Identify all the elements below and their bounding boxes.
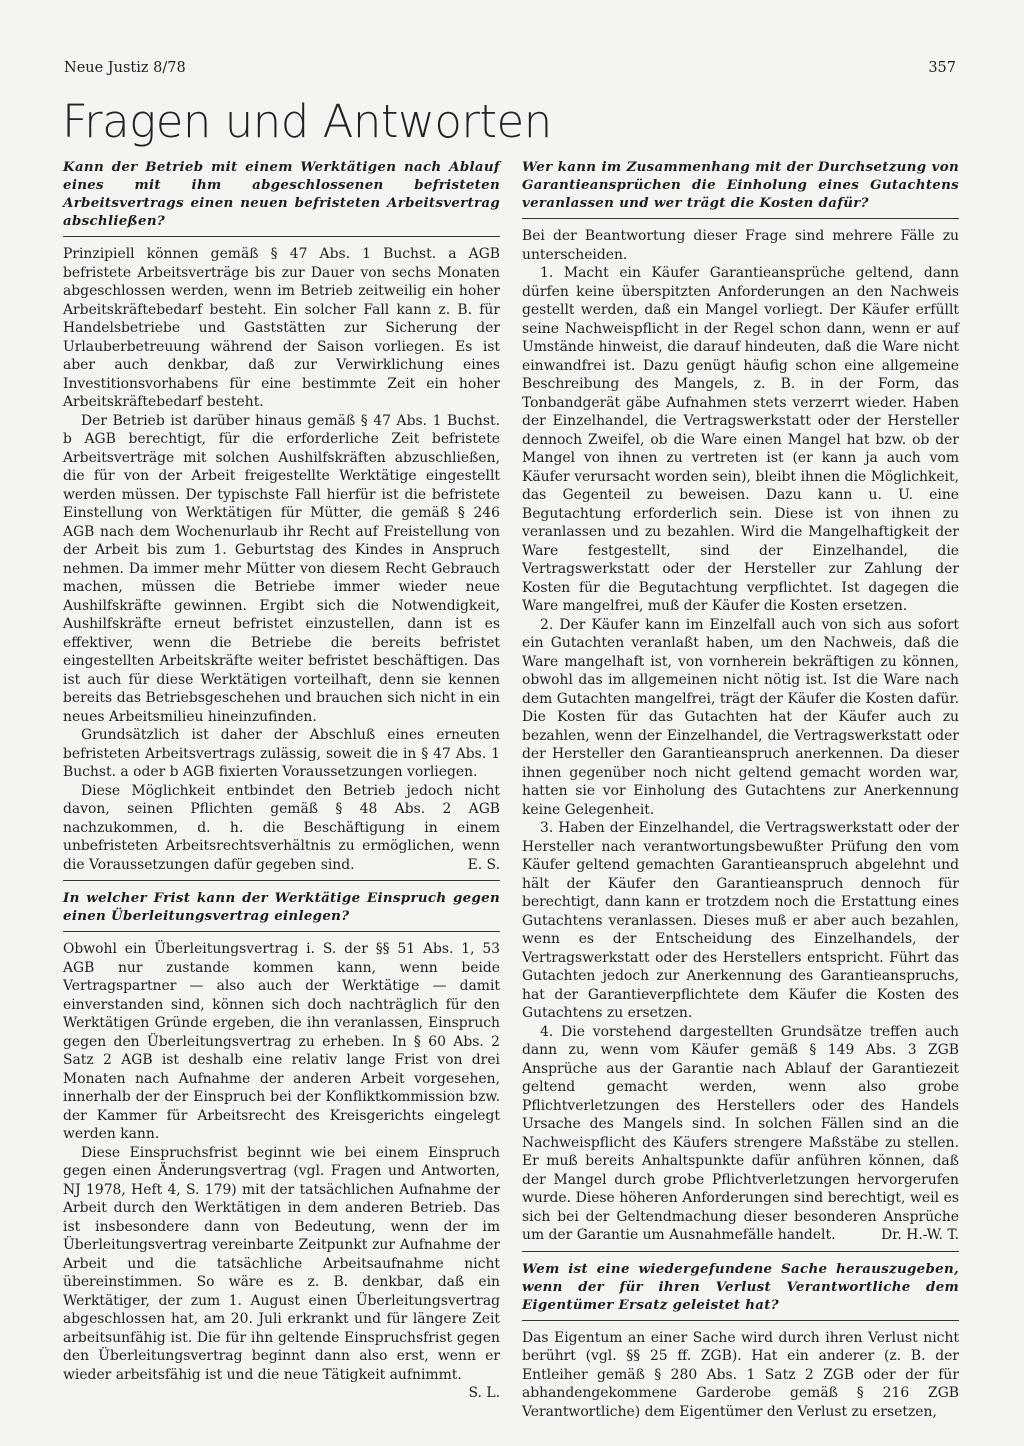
divider xyxy=(63,931,500,932)
running-header-journal: Neue Justiz 8/78 xyxy=(64,60,186,76)
paragraph: 3. Haben der Einzelhandel, die Vertragswerkstatt oder der Hersteller nach verantwortungsbewußter Prüfung den vom Käufer geltend gemachten Garantieanspruch abgelehnt und hält der Käufer den Garantieanspruch dennoch für berechtigt, dann kann er trotzdem noch die Erstattung eines Gutachtens veranlassen. Dieses muß er aber auch bezahlen, wenn es der Entscheidung des Einzelhandels, der Vertragswerkstatt oder des Herstellers entspricht. Führt das Gutachten jedoch zur Anerkennung des Garantieanspruchs, hat der Garantieverpflichtete dem Käufer die Kosten des Gutachtens zu ersetzen. xyxy=(522,820,959,1021)
divider xyxy=(63,236,500,237)
answer-block xyxy=(522,1329,959,1422)
paragraph: 4. Die vorstehend dargestellten Grundsätze treffen auch dann zu, wenn vom Käufer gemäß § 149 Abs. 3 ZGB Ansprüche aus der Garantie nach Ablauf der Garantiezeit geltend gemacht werden, wenn also grobe Pflichtverletzungen des Herstellers oder des Handels Ursache des Mangels sind. In solchen Fällen sind an die Nachweispflicht des Käufers strengere Maßstäbe zu stellen. Er muß bereits Anhaltspunkte dafür anführen können, daß der Mangel durch grobe Pflichtverletzungen hervorgerufen wurde. Diese höheren Anforderungen sind berechtigt, weil es sich bei der Geltendmachung dieser besonderen Ansprüche um der Garantie um Ausnahmefälle handelt. Dr. H.-W. T. xyxy=(522,1023,959,1243)
author-signature: S. L. xyxy=(468,1385,500,1401)
question-heading: Kann der Betrieb mit einem Werktätigen nach Ablauf eines mit ihm abgeschlossenen befristeten Arbeitsvertrags einen neuen befristeten Arbeitsvertrag abschließen? xyxy=(63,159,500,229)
author-signature: E. S. xyxy=(467,856,500,873)
paragraph: Das Eigentum an einer Sache wird durch ihren Verlust nicht berührt (vgl. §§ 25 ff. ZGB). Hat ein anderer (z. B. der Entleiher gemäß § 280 Abs. 1 Satz 2 ZGB oder der für abhandengekommene Garderobe gemäß § 216 ZGB Verantwortliche) dem Eigentümer den Verlust zu ersetzen, xyxy=(522,1329,959,1420)
divider xyxy=(522,1320,959,1321)
paragraph: Diese Einspruchsfrist beginnt wie bei einem Einspruch gegen einen Änderungsvertrag (vgl. Fragen und Antworten, NJ 1978, Heft 4, S. 179) mit der tatsächlichen Aufnahme der Arbeit durch den Werktätigen in dem anderen Betrieb. Das ist insbesondere dann von Bedeutung, wenn der im Überleitungsvertrag vereinbarte Zeitpunkt zur Aufnahme der Arbeit und die tatsächliche Arbeitsaufnahme nicht übereinstimmen. So wäre es z. B. denkbar, daß ein Werktätiger, der zum 1. August einen Überleitungsvertrag abgeschlossen hat, am 20. Juli erkrankt und für längere Zeit arbeitsunfähig ist. Die für ihn geltende Einspruchsfrist gegen den Überleitungsvertrag beginnt dann also erst, wenn er wieder arbeitsfähig ist und die neue Tätigkeit aufnimmt. S. L. xyxy=(63,1144,500,1401)
divider xyxy=(63,880,500,881)
paragraph: Prinzipiell können gemäß § 47 Abs. 1 Buchst. a AGB befristete Arbeitsverträge bis zur Dauer von sechs Monaten abgeschlossen werden, wenn im Betrieb zeitweilig ein hoher Arbeitskräftebedarf besteht. Ein solcher Fall kann z. B. für Handelsbetriebe und Gaststätten zur Sicherung der Urlauberbetreuung während der Saison vorliegen. Es ist aber auch denkbar, daß zur Verwirklichung eines Investitionsvorhabens für eine bestimmte Zeit ein hoher Arbeitskräftebedarf besteht. xyxy=(63,246,500,410)
paragraph: Bei der Beantwortung dieser Frage sind mehrere Fälle zu unterscheiden. xyxy=(522,228,959,263)
page-title: Fragen und Antworten xyxy=(62,95,552,148)
question-heading: In welcher Frist kann der Werktätige Einspruch gegen einen Überleitungsvertrag einlegen? xyxy=(63,890,500,924)
divider xyxy=(522,1251,959,1252)
answer-block xyxy=(63,245,500,874)
paragraph: Der Betrieb ist darüber hinaus gemäß § 47 Abs. 1 Buchst. b AGB berechtigt, für die erforderliche Zeit befristete Arbeitsverträge mit solchen Aushilfskräften abzuschließen, die für von der Arbeit freigestellte Werktätige eingestellt werden müssen. Der typischste Fall hierfür ist die befristete Einstellung von Werktätigen für Mütter, die gemäß § 246 AGB nach dem Wochenurlaub ihr Recht auf Freistellung von der Arbeit bis zum 1. Geburtstag des Kindes in Anspruch nehmen. Da immer mehr Mütter von diesem Recht Gebrauch machen, müssen die Betriebe immer wieder neue Aushilfskräfte gewinnen. Ergibt sich die Notwendigkeit, Aushilfskräfte erneut befristet einzustellen, dann ist es effektiver, wenn die Betriebe die bereits befristet eingestellten Arbeitskräfte weiter befristet beschäftigen. Das ist auch für diese Werktätigen vorteilhaft, denn sie kennen bereits das Betriebsgeschehen und brauchen sich nicht in ein neues Arbeitsmilieu hineinzufinden. xyxy=(63,412,500,725)
answer-block xyxy=(522,227,959,1245)
divider xyxy=(522,218,959,219)
question-heading: Wem ist eine wiedergefundene Sache herauszugeben, wenn der für ihren Verlust Verantwortliche dem Eigentümer Ersatz geleistet hat? xyxy=(522,1260,959,1313)
paragraph: Grundsätzlich ist daher der Abschluß eines erneuten befristeten Arbeitsvertrags zulässig, soweit die in § 47 Abs. 1 Buchst. a oder b AGB fixierten Voraussetzungen vorliegen. xyxy=(63,727,500,780)
paragraph: 1. Macht ein Käufer Garantieansprüche geltend, dann dürfen keine überspitzten Anforderungen an den Nachweis gestellt werden, daß ein Mangel vorliegt. Der Käufer erfüllt seine Nachweispflicht in der Regel schon dann, wenn er auf Umstände hinweist, die darauf hindeuten, daß die Ware nicht einwandfrei ist. Dazu genügt häufig schon eine allgemeine Beschreibung des Mangels, z. B. in der Form, das Tonbandgerät gäbe Aufnahmen stets verzerrt wieder. Haben der Einzelhandel, die Vertragswerkstatt oder der Hersteller dennoch Zweifel, ob die Ware einen Mangel hat bzw. ob der Mangel von ihnen zu vertreten ist (er kann ja auch vom Käufer verursacht worden sein), bleibt ihnen die Möglichkeit, das Gegenteil zu beweisen. Dazu kann u. U. eine Begutachtung erforderlich sein. Diese ist von ihnen zu veranlassen und zu bezahlen. Wird die Mangelhaftigkeit der Ware festgestellt, sind der Einzelhandel, die Vertragswerkstatt oder der Hersteller zur Zahlung der Kosten für die Begutachtung verpflichtet. Ist dagegen die Ware mangelfrei, muß der Käufer die Kosten ersetzen. xyxy=(522,265,959,614)
page-number: 357 xyxy=(928,60,956,76)
paragraph: Obwohl ein Überleitungsvertrag i. S. der §§ 51 Abs. 1, 53 AGB nur zustande kommen kann, wenn beide Vertragspartner — also auch der Werktätige — damit einverstanden sind, können sich doch nachträglich für den Werktätigen Gründe ergeben, die ihn veranlassen, Einspruch gegen den Überleitungsvertrag zu erheben. In § 60 Abs. 2 Satz 2 AGB ist deshalb eine relativ lange Frist von drei Monaten nach Aufnahme der anderen Arbeit vorgesehen, innerhalb der der Einspruch bei der Konfliktkommission bzw. der Kammer für Arbeitsrecht des Kreisgerichts eingelegt werden kann. xyxy=(63,941,500,1142)
right-column xyxy=(522,158,959,1421)
author-signature: Dr. H.-W. T. xyxy=(881,1227,959,1243)
left-column xyxy=(63,158,500,1403)
paragraph: Diese Möglichkeit entbindet den Betrieb jedoch nicht davon, seinen Pflichten gemäß § 48 Abs. 2 AGB nachzukommen, d. h. die Beschäftigung in einem unbefristeten Arbeitsrechtsverhältnis zu ermöglichen, wenn die Voraussetzungen dafür gegeben sind. E. S. xyxy=(63,782,500,873)
question-heading: Wer kann im Zusammenhang mit der Durchsetzung von Garantieansprüchen die Einholung eines Gutachtens veranlassen und wer trägt die Kosten dafür? xyxy=(522,159,959,211)
paragraph: 2. Der Käufer kann im Einzelfall auch von sich aus sofort ein Gutachten veranlaßt haben, um den Nachweis, daß die Ware mangelhaft ist, von vornherein bekräftigen zu können, obwohl das im allgemeinen nicht nötig ist. Ist die Ware nach dem Gutachten mangelfrei, trägt der Käufer die Kosten dafür. Die Kosten für das Gutachten hat der Käufer auch zu bezahlen, wenn der Einzelhandel, die Vertragswerkstatt oder der Hersteller den Garantieanspruch anerkennen. Da dieser ihnen gegenüber noch nicht geltend gemacht worden war, hatten sie vor Einholung des Gutachtens zur Anerkennung keine Gelegenheit. xyxy=(522,616,959,818)
answer-block xyxy=(63,940,500,1401)
